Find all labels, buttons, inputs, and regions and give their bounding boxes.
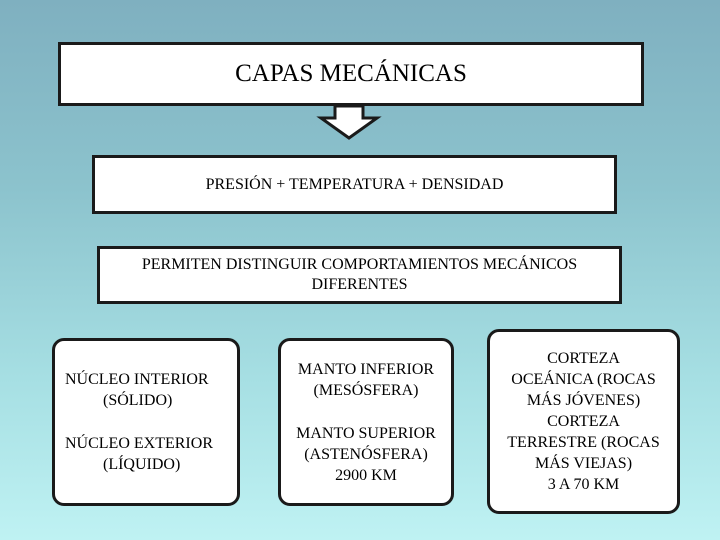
lower-mantle-name: (MESÓSFERA) xyxy=(313,381,419,399)
crust-line: TERRESTRE (ROCAS xyxy=(507,434,660,451)
crust-line: CORTEZA xyxy=(547,413,620,430)
crust-line: CORTEZA xyxy=(547,350,620,367)
crust-line: OCEÁNICA (ROCAS xyxy=(511,371,656,388)
permit-text: PERMITEN DISTINGUIR COMPORTAMIENTOS MECÁNICOS DIFERENTES xyxy=(141,256,578,293)
inner-core-state: (SÓLIDO) xyxy=(103,392,173,409)
outer-core-state: (LÍQUIDO) xyxy=(103,456,181,473)
crust-line: MÁS VIEJAS) xyxy=(534,455,633,472)
upper-mantle-label: MANTO SUPERIOR xyxy=(296,424,436,442)
crust-line: MÁS JÓVENES) xyxy=(526,392,641,409)
inner-core-item xyxy=(65,369,209,411)
crust-box xyxy=(487,329,680,514)
factors-box xyxy=(92,155,617,214)
upper-mantle-name: (ASTENÓSFERA) xyxy=(304,445,428,463)
crust-depth: 3 A 70 KM xyxy=(547,476,620,493)
lower-mantle-label: MANTO INFERIOR xyxy=(297,360,435,378)
outer-core-label: NÚCLEO EXTERIOR xyxy=(65,435,213,452)
permit-box xyxy=(97,246,622,304)
mantle-box xyxy=(278,338,454,506)
page-title: CAPAS MECÁNICAS xyxy=(235,60,467,87)
inner-core-label: NÚCLEO INTERIOR xyxy=(65,371,209,388)
core-box xyxy=(52,338,240,506)
outer-core-item xyxy=(65,433,213,475)
factors-text: PRESIÓN + TEMPERATURA + DENSIDAD xyxy=(205,175,504,193)
upper-mantle-depth: 2900 KM xyxy=(335,466,397,484)
